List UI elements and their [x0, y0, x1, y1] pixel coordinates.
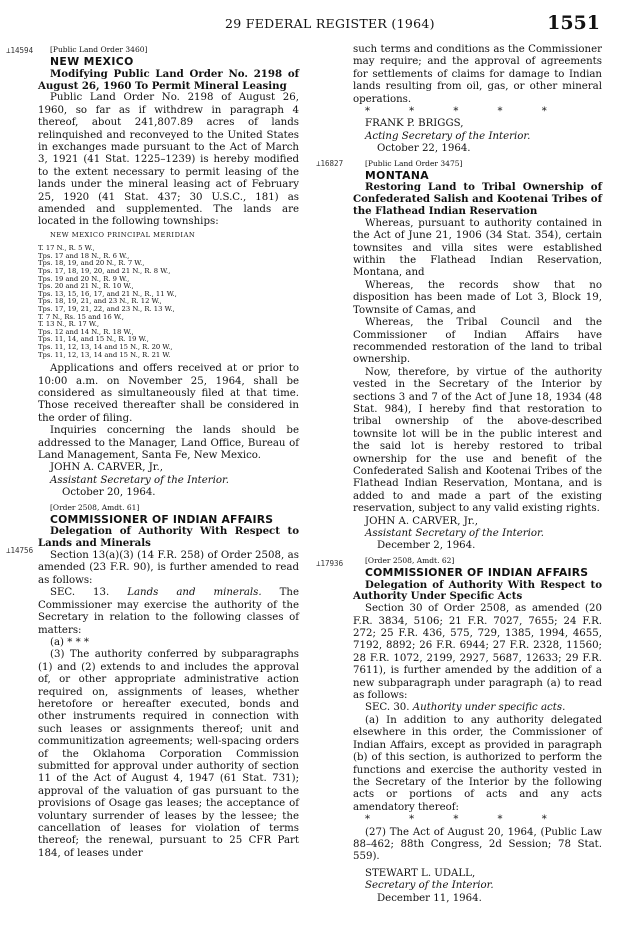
date-line: December 2, 1964. [377, 540, 476, 552]
section-heading: Modifying Public Land Order No. 2198 of August 26, 1960 To Permit Mineral Leasing [38, 67, 299, 92]
township-item: Tps. 17 and 18 N., R. 6 W., [38, 251, 130, 260]
paragraph: Inquiries concerning the lands should be addressed to the Manager, Land Office, Bureau of Land Management, Santa Fe, New Mexico. [38, 425, 299, 462]
signature-name: FRANK P. BRIGGS, [365, 118, 464, 130]
paragraph: (3) The authority conferred by subparagraphs (1) and (2) extends to and includes the approval of, or other appropriate administrative action required on, assignments of leases, whether heretofore or hereafter executed, bonds and other instruments required in connection with such leases or assignments thereof; unit and communitization agreements; well-spacing orders of the Oklahoma Corporation Commission submitted for approval under authority of section 11 of the Act of August 4, 1947 (61 Stat. 731); approval of the valuation of gas pursuant to the provisions of Osage gas leases; the acceptance of voluntary surrender of leases by the lessee; the cancellation of leases for violation of terms thereof; the renewal, pursuant to 25 CFR Part 184, of leases under [38, 649, 299, 859]
page-number: 1551 [547, 12, 600, 34]
order-number: [Order 2508, Amdt. 61] [50, 502, 140, 512]
paragraph: Section 13(a)(3) (14 F.R. 258) of Order 2508, as amended (23 F.R. 90), is further amended to read as follows: [38, 550, 299, 586]
signature-title: Assistant Secretary of the Interior. [50, 474, 230, 486]
paragraph: Whereas, the records show that no disposition has been made of Lot 3, Block 19, Townsite of Camas, and [353, 279, 602, 316]
order-number: [Public Land Order 3475] [365, 158, 463, 168]
margin-note: ⊥17936 [316, 559, 344, 568]
margin-note: ⊥14756 [6, 546, 34, 555]
order-number: [Order 2508, Amdt. 62] [365, 555, 455, 565]
section-heading: Delegation of Authority With Respect to Lands and Minerals [38, 525, 299, 550]
township-item: Tps. 11, 12, 13, 14 and 15 N., R. 20 W., [38, 343, 173, 351]
section-title: Lands and minerals. [127, 587, 262, 599]
township-item: Tps. 17, 19, 21, 22, and 23 N., R. 13 W., [38, 305, 175, 314]
paragraph: Whereas, the Tribal Council and the Commissioner of Indian Affairs have recommended restoration of the land to tribal ownership. [353, 317, 602, 366]
section-heading: Delegation of Authority With Respect to Authority Under Specific Acts [353, 578, 602, 603]
township-item: T. 7 N., Rs. 15 and 16 W., [38, 312, 124, 321]
date-line: December 11, 1964. [377, 892, 482, 904]
meridian-heading: NEW MEXICO PRINCIPAL MERIDIAN [50, 230, 196, 239]
agency-title: NEW MEXICO [50, 55, 134, 69]
signature-name: JOHN A. CARVER, Jr., [365, 515, 479, 527]
margin-note: ⊥14594 [6, 46, 34, 55]
township-item: Tps. 11, 14, and 15 N., R. 19 W., [38, 335, 149, 344]
paragraph: Now, therefore, by virtue of the authority vested in the Secretary of the Interior by sections 3 and 7 of the Act of June 18, 1934 (48 Stat. 984), I hereby find that restoration to tribal ownership of the above-described townsite lot will be in the public interest and the said lot is hereby restored to tribal ownership for the use and benefit of the Confederated Salish and Kootenai Tribes of the Flathead Indian Reservation, Montana, and is added to and made a part of the existing reservation, subject to any valid existing rights. [353, 366, 602, 515]
township-item: Tps. 18, 19, and 20 N., R. 7 W., [38, 259, 145, 268]
township-item: Tps. 11, 12, 13, 14 and 15 N., R. 21 W. [38, 350, 171, 359]
paragraph: Section 30 of Order 2508, as amended (20 F.R. 3834, 5106; 21 F.R. 7027, 7655; 24 F.R. 272; 25 F.R. 436, 575, 729, 1385, 1994, 4655, 7192, 8892; 26 F.R. 6944; 27 F.R. 2328, 11560; 28 F.R. 1072, 2199, 2927, 5687, 12633; 29 F.R. 7611), is further amended by the addition of a new subparagraph under paragraph (a) to read as follows: [353, 603, 602, 702]
paragraph: Public Land Order No. 2198 of August 26, 1960, so far as if withdrew in paragraph 4 thereof, about 241,807.89 acres of lands relinquished and reconveyed to the United States in exchanges made pursuant to the Act of March 3, 1921 (41 Stat. 1225–1239) is hereby modified to the extent necessary to permit leasing of the lands under the mineral leasing act of February 25, 1920 (41 Stat. 437; 30 U.S.C., 181) as amended and supplemented. The lands are located in the following townships: [38, 92, 299, 228]
paragraph: Applications and offers received at or prior to 10:00 a.m. on November 25, 1964, shall be considered as simultaneously filed at that time. Those received thereafter shall be considered in the order of filing. [38, 363, 299, 424]
section-label: SEC. 30. [365, 702, 410, 714]
township-item: Tps. 20 and 21 N., R. 10 W., [38, 282, 134, 291]
paragraph: (a) In addition to any authority delegated elsewhere in this order, the Commissioner of Indian Affairs, except as provided in paragraph (b) of this section, is authorized to perform the functions and exercise the authority vested in the Secretary of the Interior by the following acts or portions of acts and any acts amendatory thereof: [353, 714, 602, 813]
running-header [0, 14, 620, 36]
section-text [38, 587, 299, 637]
township-list [38, 245, 299, 359]
township-item: Tps. 19 and 20 N., R. 9 W., [38, 274, 130, 283]
subparagraph: (a) * * * [50, 636, 90, 648]
signature-name: STEWART L. UDALL, [365, 867, 476, 879]
signature-title: Secretary of the Interior. [365, 880, 494, 892]
order-number: [Public Land Order 3460] [50, 45, 148, 54]
right-column [353, 44, 602, 905]
ellipsis-stars: * * * * * [365, 814, 565, 826]
section-label: SEC. 13. [50, 587, 110, 599]
section-body: The Commissioner may exercise the authority of the Secretary in relation to the following classes of matters: [38, 587, 299, 636]
margin-note: ⊥16827 [316, 159, 344, 168]
left-column [38, 44, 299, 860]
township-item: T. 13 N., R. 17 W., [38, 320, 100, 329]
date-line: October 20, 1964. [62, 487, 156, 499]
signature-title: Acting Secretary of the Interior. [365, 130, 531, 142]
agency-title: MONTANA [365, 169, 430, 183]
date-line: October 22, 1964. [377, 143, 471, 155]
township-item: Tps. 17, 18, 19, 20, and 21 N., R. 8 W., [38, 267, 171, 276]
signature-title: Assistant Secretary of the Interior. [365, 528, 545, 540]
township-item: Tps. 12 and 14 N., R. 18 W., [38, 327, 134, 336]
paragraph: Whereas, pursuant to authority contained in the Act of June 21, 1906 (34 Stat. 354), certain townsites and villa sites were established within the Flathead Indian Reservation, Montana, and [353, 217, 602, 279]
section-heading: Restoring Land to Tribal Ownership of Confederated Salish and Kootenai Tribes of the Flathead Indian Reservation [353, 181, 602, 218]
ellipsis-stars: * * * * * [365, 106, 565, 118]
township-item: Tps. 13, 15, 16, 17, and 21 N., R., 11 W., [38, 289, 177, 298]
paragraph: such terms and conditions as the Commissioner may require; and the approval of agreements for settlements of claims for damage to Indian lands resulting from oil, gas, or other mineral operations. [353, 44, 602, 105]
section-text [353, 702, 602, 714]
township-item: T. 17 N., R. 5 W., [38, 244, 95, 253]
agency-title: COMMISSIONER OF INDIAN AFFAIRS [50, 513, 274, 527]
signature-name: JOHN A. CARVER, Jr., [50, 462, 164, 474]
running-title: 29 FEDERAL REGISTER (1964) [225, 16, 435, 31]
township-item: Tps. 18, 19, 21, and 23 N., R. 12 W., [38, 297, 162, 306]
section-title: Authority under specific acts. [412, 702, 566, 714]
agency-title: COMMISSIONER OF INDIAN AFFAIRS [365, 566, 589, 580]
paragraph: (27) The Act of August 20, 1964, (Public Law 88–462; 88th Congress, 2d Session; 78 Stat. 559). [353, 826, 602, 863]
